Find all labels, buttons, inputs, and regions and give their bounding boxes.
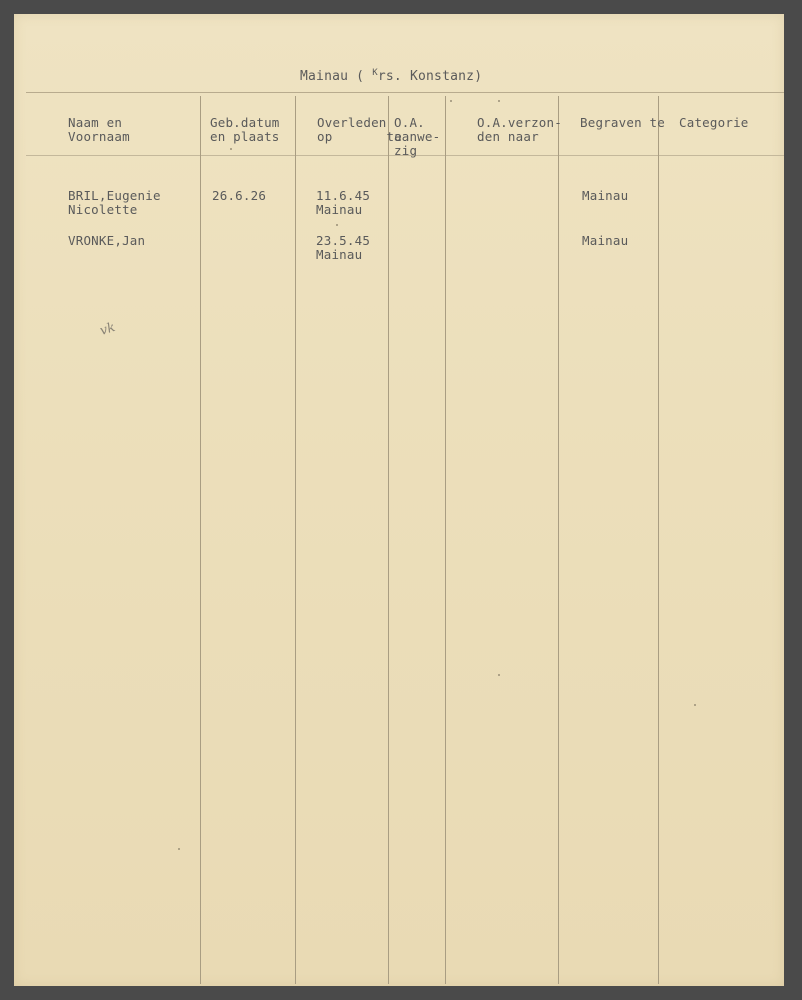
page-title — [300, 70, 482, 85]
column-divider — [388, 96, 389, 984]
header-died: Overleden op te — [317, 115, 402, 144]
row-death: 11.6.45 Mainau — [316, 188, 371, 217]
header-category: Categorie — [679, 115, 749, 130]
column-divider — [445, 96, 446, 984]
row-name: VRONKE,Jan — [68, 233, 146, 248]
column-divider — [558, 96, 559, 984]
column-divider — [658, 96, 659, 984]
row-buried: Mainau — [582, 233, 629, 248]
header-buried: Begraven te — [580, 115, 665, 130]
paper-speck — [450, 100, 452, 102]
paper-speck — [230, 148, 232, 150]
column-divider — [295, 96, 296, 984]
index-card — [14, 14, 784, 986]
row-birth: 26.6.26 — [212, 188, 267, 203]
paper-speck — [178, 848, 180, 850]
row-name: BRIL,Eugenie Nicolette — [68, 188, 161, 217]
handwritten-mark: vk — [98, 320, 118, 339]
column-divider — [200, 96, 201, 984]
title-post: rs. Konstanz) — [377, 69, 483, 84]
paper-speck — [694, 704, 696, 706]
title-pre: Mainau ( — [300, 69, 373, 84]
header-birth: Geb.datum en plaats — [210, 115, 280, 144]
paper-speck — [498, 100, 500, 102]
title-superscript: K — [372, 68, 378, 78]
header-name: Naam en Voornaam — [68, 115, 130, 144]
row-buried: Mainau — [582, 188, 629, 203]
header-top-rule — [26, 92, 784, 93]
header-oa-present: O.A. aanwe- zig — [394, 115, 441, 158]
paper-speck — [336, 224, 338, 226]
row-death: 23.5.45 Mainau — [316, 233, 371, 262]
header-oa-sent: O.A.verzon- den naar — [477, 115, 562, 144]
paper-speck — [498, 674, 500, 676]
